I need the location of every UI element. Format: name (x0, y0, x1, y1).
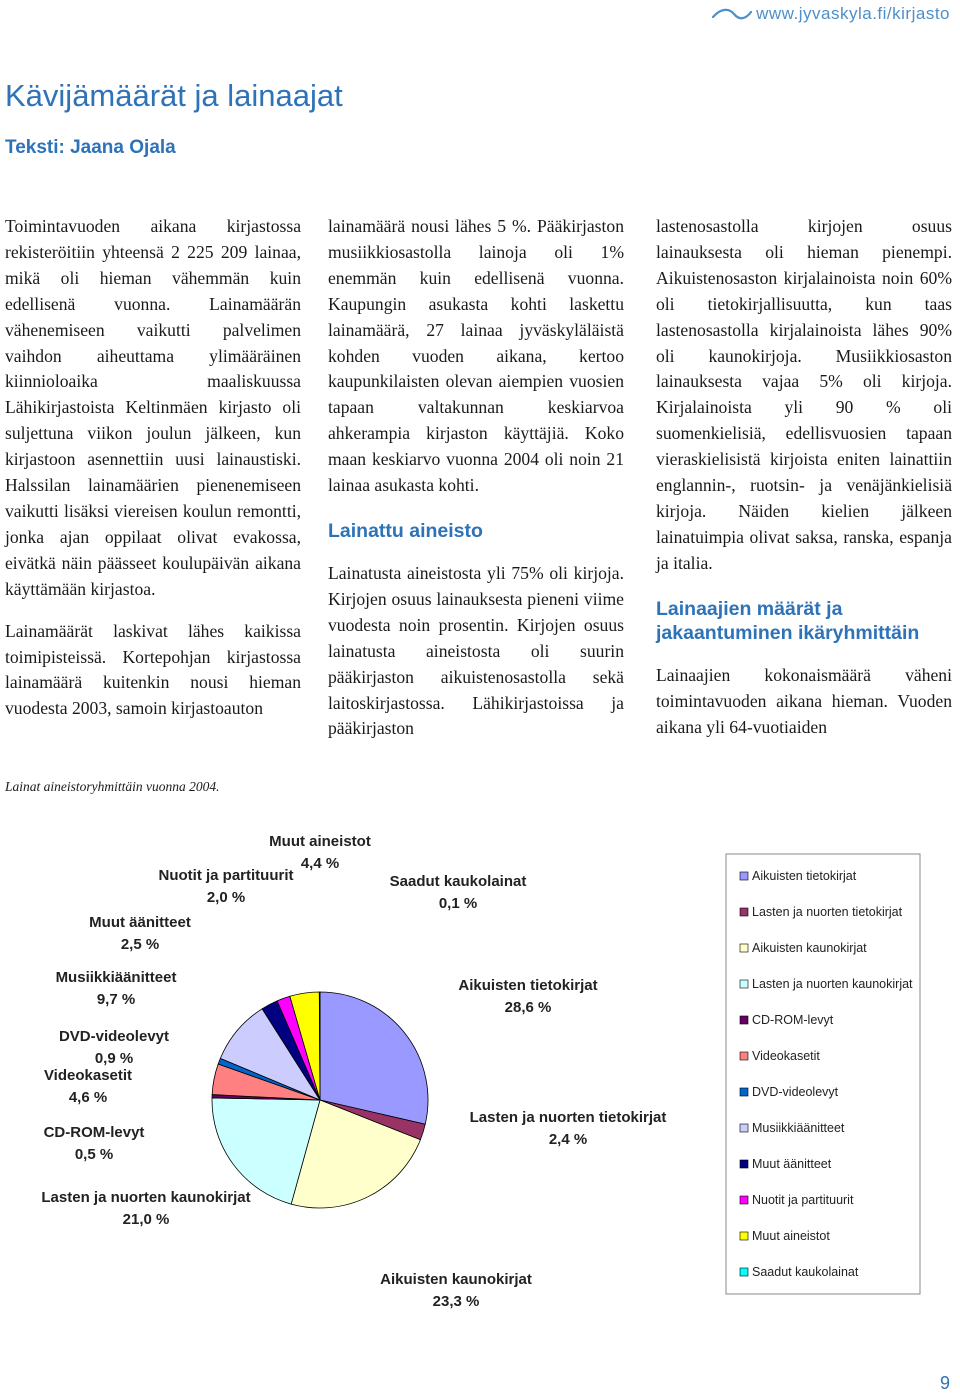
slice-label: Nuotit ja partituurit (158, 867, 294, 884)
slice-label: Muut äänitteet (89, 914, 191, 931)
slice-value-label: 28,6 % (504, 999, 552, 1016)
legend-entry: Muut äänitteet (752, 1157, 832, 1171)
slice-label: Aikuisten tietokirjat (458, 977, 598, 994)
page-title: Kävijämäärät ja lainaajat (5, 78, 343, 113)
legend-swatch (740, 1232, 748, 1240)
legend-swatch (740, 908, 748, 916)
header-url[interactable] (712, 4, 950, 24)
column-1 (5, 214, 301, 722)
url-text: www.jyvaskyla.fi/kirjasto (756, 4, 950, 23)
slice-label: DVD-videolevyt (58, 1028, 170, 1045)
slice-label: Muut aineistot (269, 833, 371, 850)
legend-entry: Saadut kaukolainat (752, 1265, 859, 1279)
legend-box (726, 854, 920, 1294)
column-2 (328, 214, 624, 742)
slice-label: Musiikkiäänitteet (55, 969, 177, 986)
slice-label: CD-ROM-levyt (43, 1124, 145, 1141)
legend-swatch (740, 1052, 748, 1060)
slice-value-label: 21,0 % (122, 1211, 170, 1228)
legend-swatch (740, 1196, 748, 1204)
legend-entry: Lasten ja nuorten tietokirjat (752, 905, 903, 919)
paragraph: Lainatusta aineistosta yli 75% oli kirjoja. Kirjojen osuus lainauksesta pieneni viime vuodesta noin prosentin. Kirjojen osuus lainatusta aineistosta oli suurin pääkirjaston aikuistenosastolla sekä laitoskirjastossa. Lähikirjastoissa ja pääkirjaston (328, 562, 624, 739)
legend-swatch (740, 1016, 748, 1024)
legend-entry: Musiikkiäänitteet (752, 1121, 845, 1135)
pie-chart (0, 810, 960, 1340)
slice-value-label: 4,4 % (300, 855, 340, 872)
legend-entry: DVD-videolevyt (752, 1085, 839, 1099)
slice-value-label: 2,0 % (206, 889, 246, 906)
slice-label: Videokasetit (43, 1067, 133, 1084)
slice-value-label: 0,1 % (438, 895, 478, 912)
slice-value-label: 2,4 % (548, 1131, 588, 1148)
legend-swatch (740, 1268, 748, 1276)
legend-entry: Lasten ja nuorten kaunokirjat (752, 977, 913, 991)
paragraph: lainamäärä nousi lähes 5 %. Pääkirjaston musiikkiosastolla lainoja oli 1% enemmän kuin edellisenä vuonna. Kaupungin asukasta kohti laskettu lainamäärä, 27 lainaa jyväskyläläistä kohden vuoden aikana, kertoo kaupunkilaisten olevan aiempien vuosien tapaan valtakunnan keskiarvoa ahkerampia kirjaston käyttäjiä. Koko maan keskiarvo vuonna 2004 oli noin 21 lainaa asukasta kohti. (328, 216, 624, 496)
slice-value-label: 0,5 % (74, 1146, 114, 1163)
paragraph: lastenosastolla kirjojen osuus lainauksesta oli hieman pienempi. Aikuistenosaston kirjalainoista noin 60% oli tietokirjallisuutta, kun taas lastenosastolla kirjalainoista lähes 90% oli kaunokirjoja. Musiikkiosaston lainauksesta vajaa 5% oli kirjoja. Kirjalainoista yli 90 % oli suomenkielisiä, edellisvuosien tapaan vieraskielisistä kirjoista eniten lainattiin englannin-, ruotsin- ja venäjänkielisiä kirjoja. Näiden kielien jälkeen lainatuimpia olivat saksa, ranska, espanja ja italia. (656, 216, 952, 573)
slice-value-label: 4,6 % (68, 1089, 108, 1106)
legend-swatch (740, 1160, 748, 1168)
figure-caption: Lainat aineistoryhmittäin vuonna 2004. (5, 779, 220, 794)
slice-label: Lasten ja nuorten tietokirjat (469, 1109, 667, 1126)
legend-swatch (740, 1124, 748, 1132)
author-byline: Teksti: Jaana Ojala (5, 137, 176, 158)
slice-value-label: 0,9 % (94, 1050, 134, 1067)
swoosh-icon (712, 7, 752, 21)
legend-entry: Muut aineistot (752, 1229, 830, 1243)
section-heading: Lainattu aineisto (328, 519, 483, 542)
legend-entry: Nuotit ja partituurit (752, 1193, 854, 1207)
legend-swatch (740, 1088, 748, 1096)
slice-value-label: 2,5 % (120, 936, 160, 953)
paragraph: Lainaajien kokonaismäärä väheni toimintavuoden aikana hieman. Vuoden aikana yli 64-vuotiaiden (656, 664, 952, 737)
slice-label: Saadut kaukolainat (389, 873, 527, 890)
slice-label: Aikuisten kaunokirjat (380, 1271, 532, 1288)
paragraph: Toimintavuoden aikana kirjastossa rekisteröitiin yhteensä 2 225 209 lainaa, mikä oli hieman vähemmän kuin edellisenä vuonna. Lainamäärän vähenemiseen vaikutti palvelimen vaihdon aiheuttama ylimääräinen kiinnioloaika maaliskuussa Lähikirjastoista Keltinmäen kirjasto oli suljettuna viikon joulun jälkeen, kun kirjastoon asennettiin uusi lainaustiski. Halssilan lainamäärien pienenemiseen vaikutti lisäksi viereisen koulun remontti, jonka ajan oppilaat olivat evakossa, eivätkä näin päässeet koulupäivän aikana käyttämään kirjastoa. (5, 216, 301, 599)
legend-swatch (740, 944, 748, 952)
legend-entry: CD-ROM-levyt (752, 1013, 834, 1027)
page-number: 9 (939, 1373, 950, 1393)
slice-label: Lasten ja nuorten kaunokirjat (41, 1189, 251, 1206)
slice-value-label: 23,3 % (432, 1293, 480, 1310)
legend-swatch (740, 980, 748, 988)
legend-entry: Aikuisten kaunokirjat (752, 941, 867, 955)
slice-value-label: 9,7 % (96, 991, 136, 1008)
column-3 (656, 214, 952, 740)
section-heading: Lainaajien määrät ja jakaantuminen ikäryhmittäin (656, 597, 920, 644)
legend-entry: Aikuisten tietokirjat (752, 869, 857, 883)
legend-swatch (740, 872, 748, 880)
legend-entry: Videokasetit (752, 1049, 820, 1063)
paragraph: Lainamäärät laskivat lähes kaikissa toimipisteissä. Kortepohjan kirjastossa lainamäärä kuitenkin nousi hieman vuodesta 2003, samoin kirjastoauton (5, 620, 301, 719)
